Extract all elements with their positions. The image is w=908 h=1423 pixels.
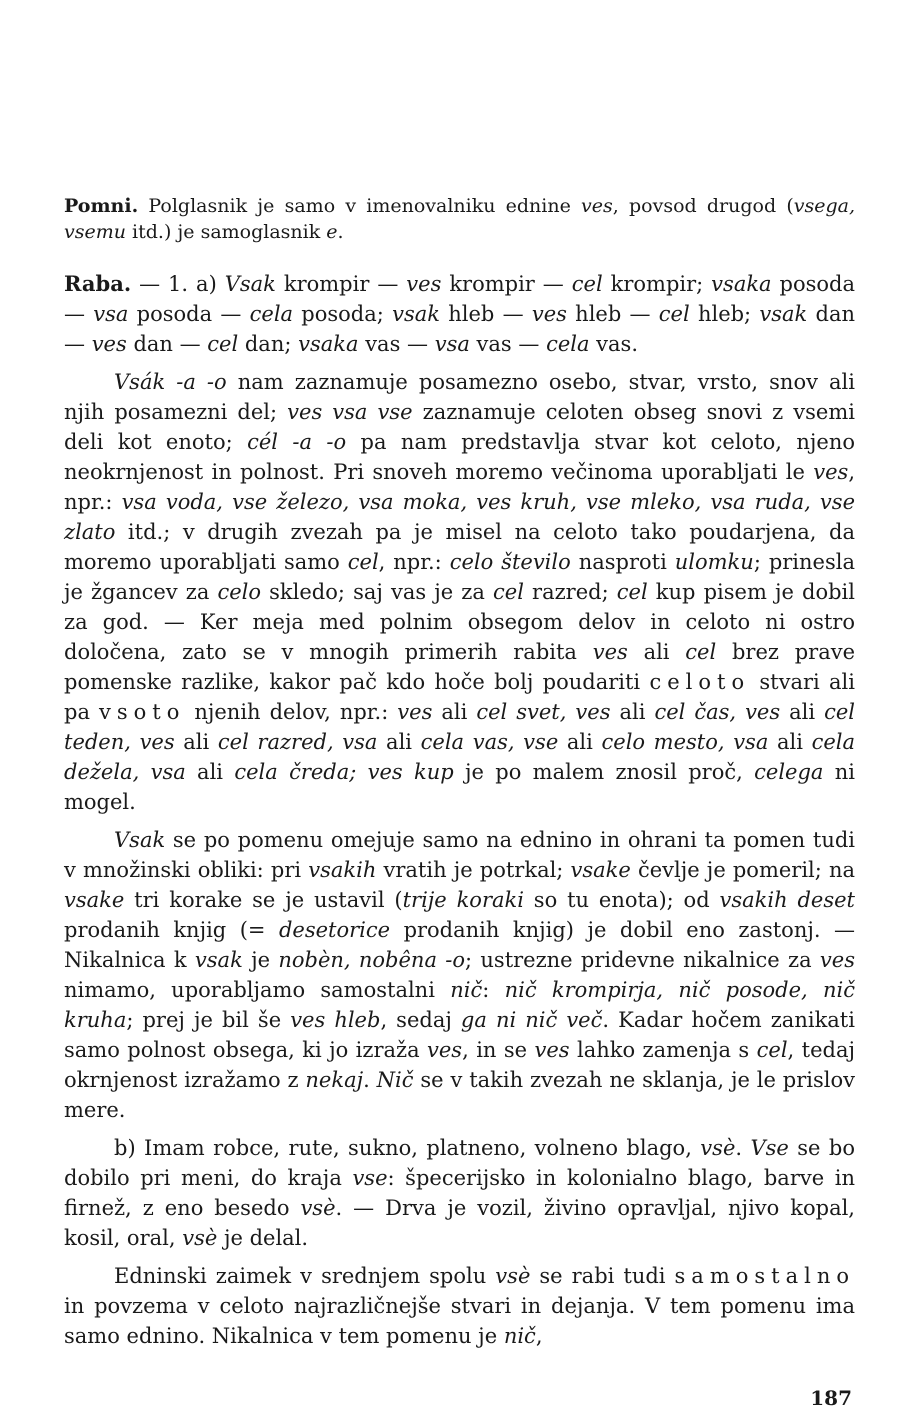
paragraph-vsak-pomen: Vsak se po pomenu omejuje samo na ednino in ohrani ta pomen tudi v množinski obliki: pri vsakih vratih je potrkal; vsake čevlje je pomeril; na vsake tri korake se je ustavil (trije koraki so tu enota); od vsakih deset prodanih knjig (= desetorice prodanih knjig) je dobil eno zastonj. — Nikalnica k vsak je nobèn, nobêna -o; ustrezne pridevne nikalnice za ves nimamo, uporabljamo samostalni nič: nič krompirja, nič posode, nič kruha; prej je bil še ves hleb, sedaj ga ni nič več. Kadar hočem zanikati samo polnost obsega, ki jo izraža ves, in se ves lahko zamenja s cel, tedaj okrnjenost izražamo z nekaj. Nič se v takih zvezah ne sklanja, je le prislov mere.	[64, 828, 856, 1122]
paragraph-vsak-ves-cel: Vsák -a -o nam zaznamuje posamezno osebo, stvar, vrsto, snov ali njih posamezni del; ves vsa vse zaznamuje celoten obseg snovi z vsemi deli kot enoto; cél -a -o pa nam predstavlja stvar kot celoto, njeno neokrnjenost in polnost. Pri snoveh moremo večinoma uporabljati le ves, npr.: vsa voda, vse železo, vsa moka, ves kruh, vse mleko, vsa ruda, vse zlato itd.; v drugih zvezah pa je misel na celoto tako poudarjena, da moremo uporabljati samo cel, npr.: celo število nasproti ulomku; prinesla je žgancev za celo skledo; saj vas je za cel razred; cel kup pisem je dobil za god. — Ker meja med polnim obsegom delov in celoto ni ostro določena, zato se v mnogih primerih rabita ves ali cel brez prave pomenske razlike, kakor pač kdo hoče bolj poudariti celoto stvari ali pa vsoto njenih delov, npr.: ves ali cel svet, ves ali cel čas, ves ali cel teden, ves ali cel razred, vsa ali cela vas, vse ali celo mesto, vsa ali cela dežela, vsa ali cela čreda; ves kup je po malem znosil proč, celega ni mogel.	[64, 370, 856, 814]
note-text: Polglasnik je samo v imenovalniku ednine ves, povsod drugod (vsega, vsemu itd.) je samoglasnik e.	[64, 195, 856, 243]
paragraph-b: b) Imam robce, rute, sukno, platneno, volneno blago, vsè. Vse se bo dobilo pri meni, do kraja vse: špecerijsko in kolonialno blago, barve in firnež, z eno besedo vsè. — Drva je vozil, živino opravljal, njivo kopal, kosil, oral, vsè je delal.	[64, 1136, 855, 1250]
paragraph-raba: Raba. — 1. a) Vsak krompir — ves krompir — cel krompir; vsaka posoda — vsa posoda — cela posoda; vsak hleb — ves hleb — cel hleb; vsak dan — ves dan — cel dan; vsaka vas — vsa vas — cela vas.	[64, 271, 856, 356]
note-label: Pomni.	[64, 195, 139, 217]
note-paragraph	[64, 193, 855, 245]
page-number: 187	[810, 1386, 852, 1410]
paragraph-edninski-zaimek: Edninski zaimek v srednjem spolu vsè se rabi tudi samostalno in povzema v celoto najrazličnejše stvari in dejanja. V tem pomenu ima samo ednino. Nikalnica v tem pomenu je nič,	[64, 1264, 856, 1348]
main-text	[64, 269, 855, 1359]
